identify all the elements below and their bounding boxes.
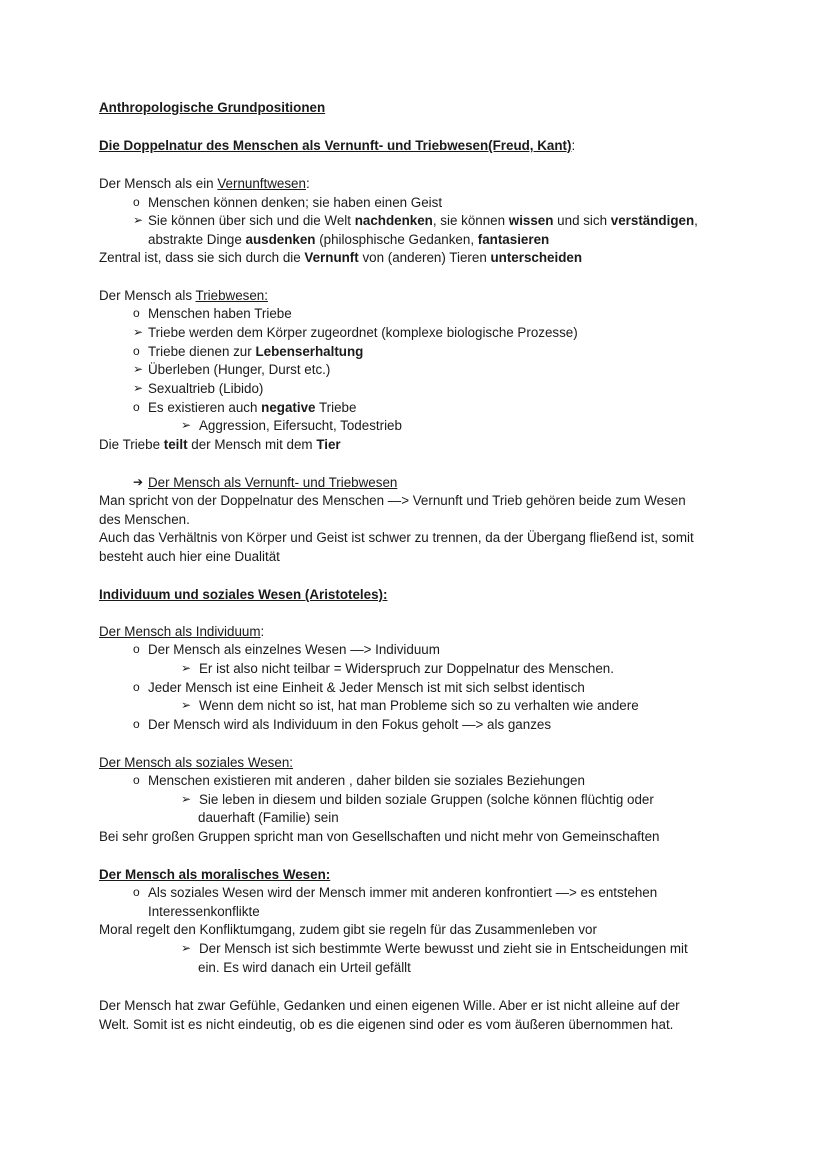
- bullet-arrowhead-icon: ➢: [133, 213, 144, 227]
- bullet-circle-icon: o: [133, 195, 140, 209]
- bullet-arrowhead-icon: ➢: [181, 661, 192, 675]
- bullet-circle-icon: o: [133, 680, 140, 694]
- bullet-circle-icon: o: [133, 885, 140, 899]
- paragraph: Welt. Somit ist es nicht eindeutig, ob es die eigenen sind oder es vom äußeren übernommen hat.: [99, 1017, 674, 1032]
- sub-list-item: ➢ Der Mensch ist sich bestimmte Werte bewusst und zieht sie in Entscheidungen mit: [181, 941, 688, 956]
- list-item-continuation: abstrakte Dinge ausdenken (philosphische Gedanken, fantasieren: [148, 232, 550, 247]
- paragraph: Zentral ist, dass sie sich durch die Vernunft von (anderen) Tieren unterscheiden: [99, 250, 583, 265]
- sub-list-item: ➢ Er ist also nicht teilbar = Widerspruch zur Doppelnatur des Menschen.: [181, 661, 614, 676]
- list-item-continuation: Interessenkonflikte: [148, 904, 260, 919]
- bullet-circle-icon: o: [133, 344, 140, 358]
- subheading-triebwesen: Der Mensch als Triebwesen:: [99, 288, 268, 303]
- bullet-circle-icon: o: [133, 717, 140, 731]
- subheading-soziales-wesen: Der Mensch als soziales Wesen:: [99, 755, 293, 770]
- bullet-circle-icon: o: [133, 642, 140, 656]
- list-item: o Als soziales Wesen wird der Mensch immer mit anderen konfrontiert —> es entstehen: [133, 885, 658, 900]
- document-title: Anthropologische Grundpositionen: [99, 100, 326, 115]
- paragraph: Auch das Verhältnis von Körper und Geist ist schwer zu trennen, da der Übergang fließend ist, somit: [99, 530, 694, 545]
- list-item: ➢ Sie können über sich und die Welt nachdenken, sie können wissen und sich verständigen,: [133, 213, 698, 228]
- sub-list-item: ➢ Wenn dem nicht so ist, hat man Probleme sich so zu verhalten wie andere: [181, 698, 639, 713]
- paragraph: Der Mensch hat zwar Gefühle, Gedanken und einen eigenen Wille. Aber er ist nicht alleine auf der: [99, 998, 680, 1013]
- paragraph: Moral regelt den Konfliktumgang, zudem gibt sie regeln für das Zusammenleben vor: [99, 922, 597, 937]
- bullet-arrowhead-icon: ➢: [133, 325, 144, 339]
- bullet-arrowhead-icon: ➢: [133, 362, 144, 376]
- sub-list-item: ➢ Sie leben in diesem und bilden soziale Gruppen (solche können flüchtig oder: [181, 792, 654, 807]
- paragraph: des Menschen.: [99, 512, 190, 527]
- paragraph: besteht auch hier eine Dualität: [99, 549, 280, 564]
- paragraph: Die Triebe teilt der Mensch mit dem Tier: [99, 437, 341, 452]
- list-item: o Menschen existieren mit anderen , daher bilden sie soziales Beziehungen: [133, 773, 585, 788]
- subheading-vernunftwesen: Der Mensch als ein Vernunftwesen:: [99, 176, 310, 191]
- paragraph: Man spricht von der Doppelnatur des Menschen —> Vernunft und Trieb gehören beide zum Wesen: [99, 493, 686, 508]
- bullet-circle-icon: o: [133, 400, 140, 414]
- sub-list-item: ➢ Aggression, Eifersucht, Todestrieb: [181, 418, 402, 433]
- bullet-arrowhead-icon: ➢: [181, 698, 192, 712]
- list-item: o Der Mensch wird als Individuum in den Fokus geholt —> als ganzes: [133, 717, 552, 732]
- list-item: o Jeder Mensch ist eine Einheit & Jeder Mensch ist mit sich selbst identisch: [133, 680, 585, 695]
- bullet-circle-icon: o: [133, 773, 140, 787]
- bullet-circle-icon: o: [133, 306, 140, 320]
- sub-list-item-continuation: ein. Es wird danach ein Urteil gefällt: [198, 960, 411, 975]
- bullet-arrowhead-icon: ➢: [181, 792, 192, 806]
- list-item: ➢ Sexualtrieb (Libido): [133, 381, 264, 396]
- list-item: o Triebe dienen zur Lebenserhaltung: [133, 344, 364, 359]
- list-item: ➢ Überleben (Hunger, Durst etc.): [133, 362, 331, 377]
- arrow-right-icon: ➔: [133, 475, 144, 489]
- list-item: o Der Mensch als einzelnes Wesen —> Individuum: [133, 642, 440, 657]
- sub-list-item-continuation: dauerhaft (Familie) sein: [198, 810, 339, 825]
- section-heading-individuum: Individuum und soziales Wesen (Aristoteles):: [99, 587, 388, 602]
- list-item: o Menschen können denken; sie haben einen Geist: [133, 195, 443, 210]
- list-item: o Es existieren auch negative Triebe: [133, 400, 357, 415]
- section-heading-doppelnatur: Die Doppelnatur des Menschen als Vernunft- und Triebwesen(Freud, Kant):: [99, 138, 576, 153]
- subheading-individuum: Der Mensch als Individuum:: [99, 624, 265, 639]
- bullet-arrowhead-icon: ➢: [181, 941, 192, 955]
- arrow-conclusion: ➔ Der Mensch als Vernunft- und Triebwesen: [133, 475, 398, 490]
- paragraph: Bei sehr großen Gruppen spricht man von Gesellschaften und nicht mehr von Gemeinschaften: [99, 829, 660, 844]
- list-item: o Menschen haben Triebe: [133, 306, 292, 321]
- bullet-arrowhead-icon: ➢: [133, 381, 144, 395]
- section-heading-moralisches-wesen: Der Mensch als moralisches Wesen:: [99, 867, 331, 882]
- list-item: ➢ Triebe werden dem Körper zugeordnet (komplexe biologische Prozesse): [133, 325, 578, 340]
- bullet-arrowhead-icon: ➢: [181, 418, 192, 432]
